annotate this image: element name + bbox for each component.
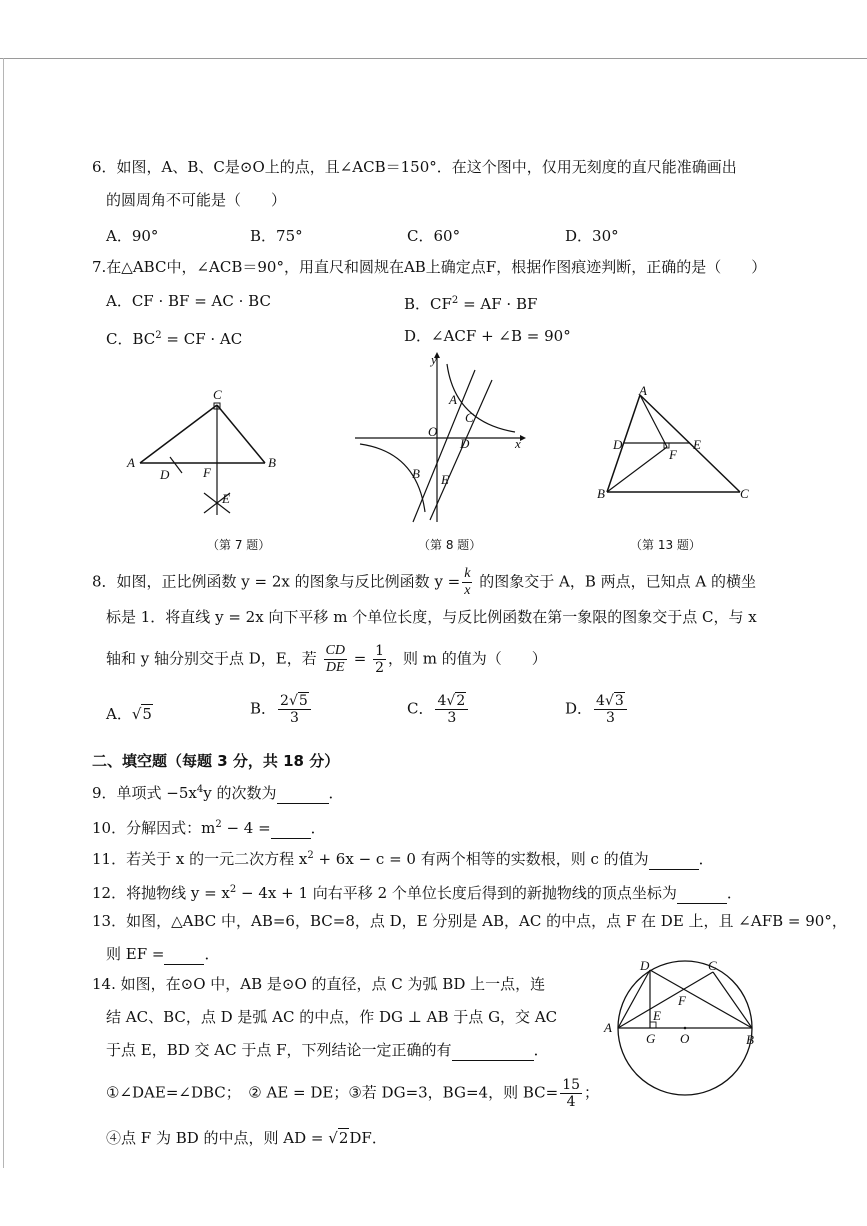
q14-line4 xyxy=(106,1077,599,1110)
q10 xyxy=(92,814,326,839)
q8-opt-c-coef: 4 xyxy=(437,693,447,709)
q8-frac-1: 1 xyxy=(375,643,385,659)
fig14-label-f: F xyxy=(678,993,686,1008)
q8-opt-d-radicand: 3 xyxy=(614,693,624,709)
q7-line1: 7.在△ABC中，∠ACB＝90°，用直尺和圆规在AB上确定点F，根据作图痕迹判断，正确的是（ ） xyxy=(92,258,767,276)
q7-option-b-pre: B．CF xyxy=(404,295,452,313)
q14-line5-post: DF xyxy=(349,1129,372,1147)
q6-option-a: A．90° xyxy=(106,227,159,245)
q8-fraction-half xyxy=(373,643,386,676)
fig13-label-d: D xyxy=(613,437,623,452)
q8-line1 xyxy=(92,566,756,599)
q9-end: ． xyxy=(328,784,344,802)
q8-opt-d-coef: 4 xyxy=(596,693,605,709)
q8-opt-c-radicand: 2 xyxy=(456,693,466,709)
q8-line3-pre: 轴和 y 轴分别交于点 D，E，若 xyxy=(106,649,322,668)
q8-option-c xyxy=(407,693,470,726)
q14-line3 xyxy=(106,1039,549,1061)
q14-line2: 结 AC、BC，点 D 是弧 AC 的中点，作 DG ⊥ AB 于点 G，交 AC xyxy=(106,1008,558,1026)
q14-line4-pre: ①∠DAE=∠DBC； ② AE = DE；③若 DG=3，BG=4，则 BC= xyxy=(106,1083,559,1102)
q14-line3-end: ． xyxy=(533,1041,549,1059)
q8-frac-num: k xyxy=(464,566,471,581)
q9 xyxy=(92,779,344,804)
q8-opt-c-label: C． xyxy=(407,699,434,718)
fig14-label-o: O xyxy=(680,1031,690,1046)
fig13-label-b: B xyxy=(597,486,605,501)
q9-pre: 9．单项式 −5x xyxy=(92,784,197,802)
q11-answer-blank[interactable] xyxy=(649,853,699,870)
q8-opt-d-label: D． xyxy=(565,699,593,718)
q8-opt-c-fraction xyxy=(435,693,468,726)
q11-sup: 2 xyxy=(307,850,314,861)
q7-option-a: A．CF · BF = AC · BC xyxy=(106,292,271,310)
q8-opt-b-num: 2√5 xyxy=(278,693,311,710)
q8-opt-b-fraction xyxy=(278,693,311,726)
q12-end: ． xyxy=(726,884,742,902)
q8-opt-b-den: 3 xyxy=(289,710,299,726)
q10-sup: 2 xyxy=(215,819,222,830)
q8-opt-c-den: 3 xyxy=(447,710,457,726)
q14-line5-pre: ④点 F 为 BD 的中点，则 AD = xyxy=(106,1129,329,1147)
q7-option-b-post: = AF · BF xyxy=(458,295,538,313)
page-left-border xyxy=(3,58,4,1168)
fig14-label-g: G xyxy=(646,1031,656,1046)
q14-line5: ④点 F 为 BD 的中点，则 AD = √2DF． xyxy=(106,1129,387,1147)
page-top-border xyxy=(0,58,867,59)
fig7-label-d: D xyxy=(160,467,170,482)
fig7-label-e: E xyxy=(222,491,230,506)
q7-option-b xyxy=(404,290,537,315)
q8-frac-2: 2 xyxy=(375,660,385,676)
q11-end: ． xyxy=(698,850,714,868)
q8-line3 xyxy=(106,643,547,676)
q12-post: − 4x + 1 向右平移 2 个单位长度后得到的新抛物线的顶点坐标为 xyxy=(236,884,677,902)
q10-pre: 10．分解因式：m xyxy=(92,819,216,837)
q8-opt-d-den: 3 xyxy=(605,710,615,726)
fig13-label-c: C xyxy=(740,486,749,501)
q12 xyxy=(92,879,742,904)
fig7-caption: （第 7 题） xyxy=(207,538,271,552)
q13-line2-pre: 则 EF = xyxy=(106,945,165,963)
fig8-label-d: D xyxy=(460,436,470,451)
figure-14 xyxy=(598,958,768,1103)
fig14-label-c: C xyxy=(708,958,717,973)
q8-equals: = xyxy=(348,649,372,668)
q8-line2: 标是 1．将直线 y = 2x 向下平移 m 个单位长度，与反比例函数在第一象限的图象交于点 C，与 x xyxy=(106,608,757,626)
fig7-label-b: B xyxy=(268,455,276,470)
fig14-label-e: E xyxy=(653,1008,661,1023)
q12-sup: 2 xyxy=(229,884,237,895)
q6-option-d: D．30° xyxy=(565,227,619,245)
q13-line2-end: ． xyxy=(204,945,220,963)
q6-option-b: B．75° xyxy=(250,227,303,245)
fig13-label-f: F xyxy=(669,447,677,462)
q9-post: y 的次数为 xyxy=(203,784,277,802)
fig8-label-e: E xyxy=(441,472,449,487)
q9-sup: 4 xyxy=(196,784,204,795)
q14-line5-end: ． xyxy=(371,1129,387,1147)
q8-fraction-cd-de xyxy=(324,643,347,676)
q14-line4-end: ； xyxy=(584,1083,600,1102)
q14-answer-blank[interactable] xyxy=(452,1044,534,1061)
q14-line1: 14. 如图，在⊙O 中，AB 是⊙O 的直径，点 C 为弧 BD 上一点，连 xyxy=(92,975,546,993)
fig8-label-x: x xyxy=(515,436,521,451)
q7-option-c-pre: C．BC xyxy=(106,330,156,348)
fig7-label-a: A xyxy=(127,455,135,470)
q12-pre: 12．将抛物线 y = x xyxy=(92,884,230,902)
q10-post: − 4 = xyxy=(221,819,271,837)
q11 xyxy=(92,845,714,870)
figure-8 xyxy=(355,352,530,524)
fig7-label-f: F xyxy=(203,465,211,480)
section-2-title: 二、填空题（每题 3 分，共 18 分） xyxy=(92,752,340,770)
fig13-caption: （第 13 题） xyxy=(630,538,701,552)
fig13-label-e: E xyxy=(693,437,701,452)
q13-line1: 13．如图，△ABC 中，AB=6，BC=8，点 D，E 分别是 AB，AC 的中点，点 F 在 DE 上，且 ∠AFB = 90°， xyxy=(92,912,847,930)
q10-answer-blank[interactable] xyxy=(271,822,311,839)
q8-line1-post: 的图象交于 A，B 两点，已知点 A 的横坐 xyxy=(474,572,756,591)
q8-frac-de: DE xyxy=(325,660,345,675)
q8-opt-d-fraction xyxy=(594,693,627,726)
q7-option-d: D．∠ACF + ∠B = 90° xyxy=(404,327,571,345)
q11-post: + 6x − c = 0 有两个相等的实数根，则 c 的值为 xyxy=(313,850,649,868)
q8-option-b xyxy=(250,693,313,726)
q8-opt-d-num: 4√3 xyxy=(594,693,627,710)
q7-option-c-sup: 2 xyxy=(155,330,162,341)
q13-line2 xyxy=(106,943,219,965)
figure-13 xyxy=(595,385,760,505)
q9-answer-blank[interactable] xyxy=(277,787,329,804)
fig8-caption: （第 8 题） xyxy=(418,538,482,552)
q7-option-c-post: = CF · AC xyxy=(161,330,243,348)
q6-line2: 的圆周角不可能是（ ） xyxy=(106,191,287,209)
q8-y-equals: y = xyxy=(434,572,461,591)
fig13-label-a: A xyxy=(639,383,647,398)
q8-frac-cd: CD xyxy=(325,643,345,658)
q14-frac-num: 15 xyxy=(562,1077,581,1093)
q8-line3-post: ，则 m 的值为（ ） xyxy=(388,649,547,668)
q7-option-c xyxy=(106,325,242,350)
figure-7 xyxy=(120,385,290,525)
q8-opt-b-label: B． xyxy=(250,699,277,718)
fig14-label-d: D xyxy=(640,958,650,973)
q8-opt-b-coef: 2 xyxy=(280,693,289,709)
q8-opt-c-num: 4√2 xyxy=(435,693,468,710)
fig8-label-o: O xyxy=(428,424,438,439)
q6-line1: 6．如图，A、B、C是⊙O上的点，且∠ACB＝150°．在这个图中，仅用无刻度的直尺能准确画出 xyxy=(92,158,737,176)
fig14-label-b: B xyxy=(746,1032,754,1047)
q13-answer-blank[interactable] xyxy=(164,948,204,965)
fig8-label-y: y xyxy=(431,352,437,367)
q12-answer-blank[interactable] xyxy=(677,887,727,904)
q8-fraction-k-over-x xyxy=(462,566,472,599)
q6-option-c: C．60° xyxy=(407,227,461,245)
q8-option-a: A．√5 xyxy=(106,705,152,723)
q8-option-d xyxy=(565,693,629,726)
q8-line1-pre: 8．如图，正比例函数 y = 2x 的图象与反比例函数 xyxy=(92,572,435,591)
q14-fraction-15-4 xyxy=(560,1077,582,1110)
q8-opt-b-radicand: 5 xyxy=(298,693,308,709)
fig8-label-b: B xyxy=(412,466,420,481)
q14-line5-radicand: 2 xyxy=(338,1129,349,1147)
q14-frac-den: 4 xyxy=(566,1094,576,1110)
q8-opt-a-label: A． xyxy=(106,705,132,723)
q14-line3-text: 于点 E，BD 交 AC 于点 F，下列结论一定正确的有 xyxy=(106,1041,452,1059)
q11-pre: 11．若关于 x 的一元二次方程 x xyxy=(92,850,308,868)
fig8-label-c: C xyxy=(465,410,474,425)
q8-frac-den: x xyxy=(464,583,471,598)
fig8-label-a: A xyxy=(449,392,457,407)
q10-end: ． xyxy=(310,819,326,837)
q7-option-b-sup: 2 xyxy=(451,295,459,306)
q8-opt-a-radicand: 5 xyxy=(142,705,152,723)
fig14-label-a: A xyxy=(604,1020,612,1035)
fig7-label-c: C xyxy=(213,387,222,402)
